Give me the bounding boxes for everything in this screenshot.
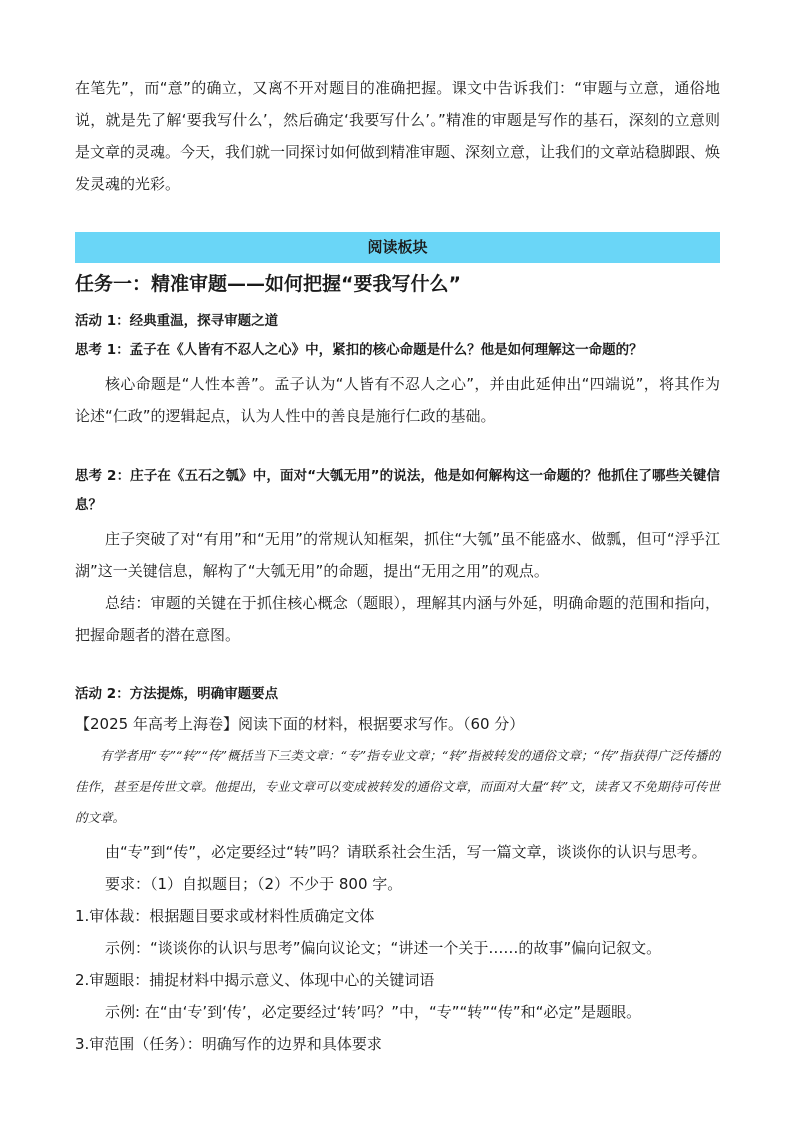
exam-requirement: 要求：（1）自拟题目；（2）不少于 800 字。 [105,875,403,893]
point-2-keywords: 2.审题眼：捕捉材料中揭示意义、体现中心的关键词语 [75,971,435,989]
activity-1-title: 活动 1：经典重温，探寻审题之道 [75,313,279,329]
question-1: 思考 1：孟子在《人皆有不忍人之心》中，紧扣的核心命题是什么？他是如何理解这一命题的？ [75,342,643,358]
activity-1-summary: 总结：审题的关键在于抓住核心概念（题眼），理解其内涵与外延，明确命题的范围和指向，把握命题者的潜在意图。 [75,594,720,644]
task-1-title: 任务一：精准审题——如何把握“要我写什么” [75,273,461,295]
point-2-example: 示例: 在“由‘专’到‘传’，必定要经过‘转’吗？”中，“专”“转”“传”和“必定”是题眼。 [105,1003,642,1021]
answer-1: 核心命题是“人性本善”。孟子认为“人皆有不忍人之心”，并由此延伸出“四端说”，将其作为论述“仁政”的逻辑起点，认为人性中的善良是施行仁政的基础。 [75,375,720,425]
answer-2: 庄子突破了对“有用”和“无用”的常规认知框架，抓住“大瓠”虽不能盛水、做瓢，但可“浮乎江湖”这一关键信息，解构了“大瓠无用”的命题，提出“无用之用”的观点。 [75,530,720,580]
intro-paragraph: 在笔先”，而“意”的确立，又离不开对题目的准确把握。课文中告诉我们：“审题与立意，通俗地说，就是先了解‘要我写什么’，然后确定‘我要写什么’。”精准的审题是写作的基石，深刻的立意则是文章的灵魂。今天，我们就一同探讨如何做到精准审题、深刻立意，让我们的文章站稳脚跟、焕发灵魂的光彩。 [75,79,721,193]
point-1-genre: 1.审体裁：根据题目要求或材料性质确定文体 [75,907,375,925]
exam-source: 【2025 年高考上海卷】阅读下面的材料，根据要求写作。（60 分） [75,715,525,733]
exam-material: 有学者用“专”“转”“传”概括当下三类文章：“专”指专业文章；“转”指被转发的通俗文章；“传”指获得广泛传播的佳作，甚至是传世文章。他提出，专业文章可以变成被转发的通俗文章，而面对大量“转”文，读者又不免期待可传世的文章。 [75,748,720,825]
question-2: 思考 2：庄子在《五石之瓠》中，面对“大瓠无用”的说法，他是如何解构这一命题的？他抓住了哪些关键信息？ [75,468,720,513]
reading-section-banner: 阅读板块 [75,232,720,263]
point-3-scope: 3.审范围（任务）：明确写作的边界和具体要求 [75,1035,382,1053]
activity-2-title: 活动 2：方法提炼，明确审题要点 [75,686,279,702]
point-1-example: 示例：“谈谈你的认识与思考”偏向议论文；“讲述一个关于……的故事”偏向记叙文。 [105,939,662,957]
exam-prompt: 由“专”到“传”，必定要经过“转”吗？请联系社会生活，写一篇文章，谈谈你的认识与思考。 [105,843,707,861]
